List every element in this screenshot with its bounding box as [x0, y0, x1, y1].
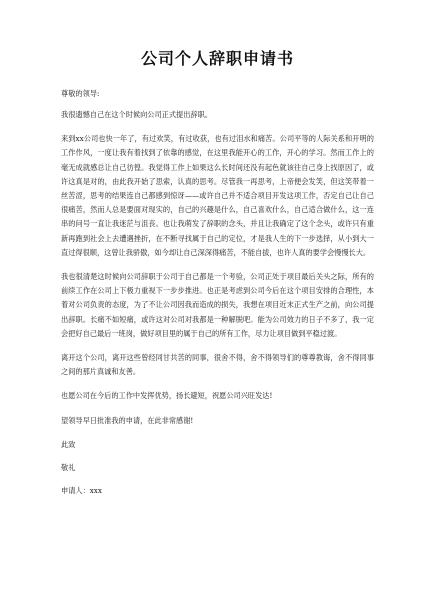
salutation: 尊敬的领导: [61, 89, 100, 98]
closing-salute: 敬礼 [61, 462, 76, 472]
paragraph-timing: 我也很清楚这时候向公司辞职于公司于自己都是一个考验，公司正处于项目最后关头之际，所有的前续工作在公司上下极力重视下一步步推进。也正是考虑到公司今后在这个项目安排的合理性，本着对公司负责的态度，为了不让公司因我而造成的损失，我想在项目近末正式生产之前，向公司提出辞职。长痛不如短痛，或许这对公司对我都是一种解脱吧。能为公司效力的日子不多了，我一定会把好自己最后一班岗，做好项目里的属于自己的所有工作，尽力让项目做到平稳过渡。 [61, 272, 374, 338]
paragraph-farewell: 离开这个公司，离开这些曾经同甘共苦的同事，很舍不得，舍不得领导们的尊尊教诲，舍不得同事之间的那片真诚和友善。 [61, 353, 374, 377]
closing-regards: 此致 [61, 439, 76, 449]
applicant-signature: 申请人：xxx [61, 485, 102, 495]
document-title: 公司个人辞职申请书 [140, 49, 294, 68]
paragraph-request: 望领导早日批准我的申请，在此非常感谢! [61, 415, 194, 425]
paragraph-wishes: 也愿公司在今后的工作中发挥优势，扬长避短，祝愿公司兴旺发达! [61, 391, 273, 401]
paragraph-reflection: 来到xx公司也快一年了，有过欢笑，有过收获，也有过泪水和痛苦。公司平等的人际关系和开明的工作作风，一度让我有着找到了依靠的感觉，在这里我能开心的工作，开心的学习。然而工作上的毫无成就感总让自己彷徨。我觉得工作上如果这么长时间还没有起色就该往自己身上找原因了，或许这真是对的，由此我开始了思索，认真的思考。尽管我一再思考，上帝便会发笑，但这笑带着一丝苦涩，思考的结果连自己都感到惊讶——或许自己并不适合项目开发这项工作，否定自己让自己很痛苦，然而人总是要面对现实的，自己的兴趣是什么，自己喜欢什么，自己适合做什么，这一连串的问号一直让我迷茫与沮丧。也让我萌发了辞职的念头，并且让我确定了这个念头，或许只有重新再跑到社会上去遭遇挫折，在不断寻找属于自己的定位，才是我人生的下一步选择，从小到大一直过得很顺，这曾让我骄傲，如今却让自己深深得痛苦，不能自拔，也许人真的要学会慢慢长大。 [61, 134, 374, 257]
paragraph-intro: 我很遗憾自己在这个时候向公司正式提出辞职。 [61, 110, 212, 119]
